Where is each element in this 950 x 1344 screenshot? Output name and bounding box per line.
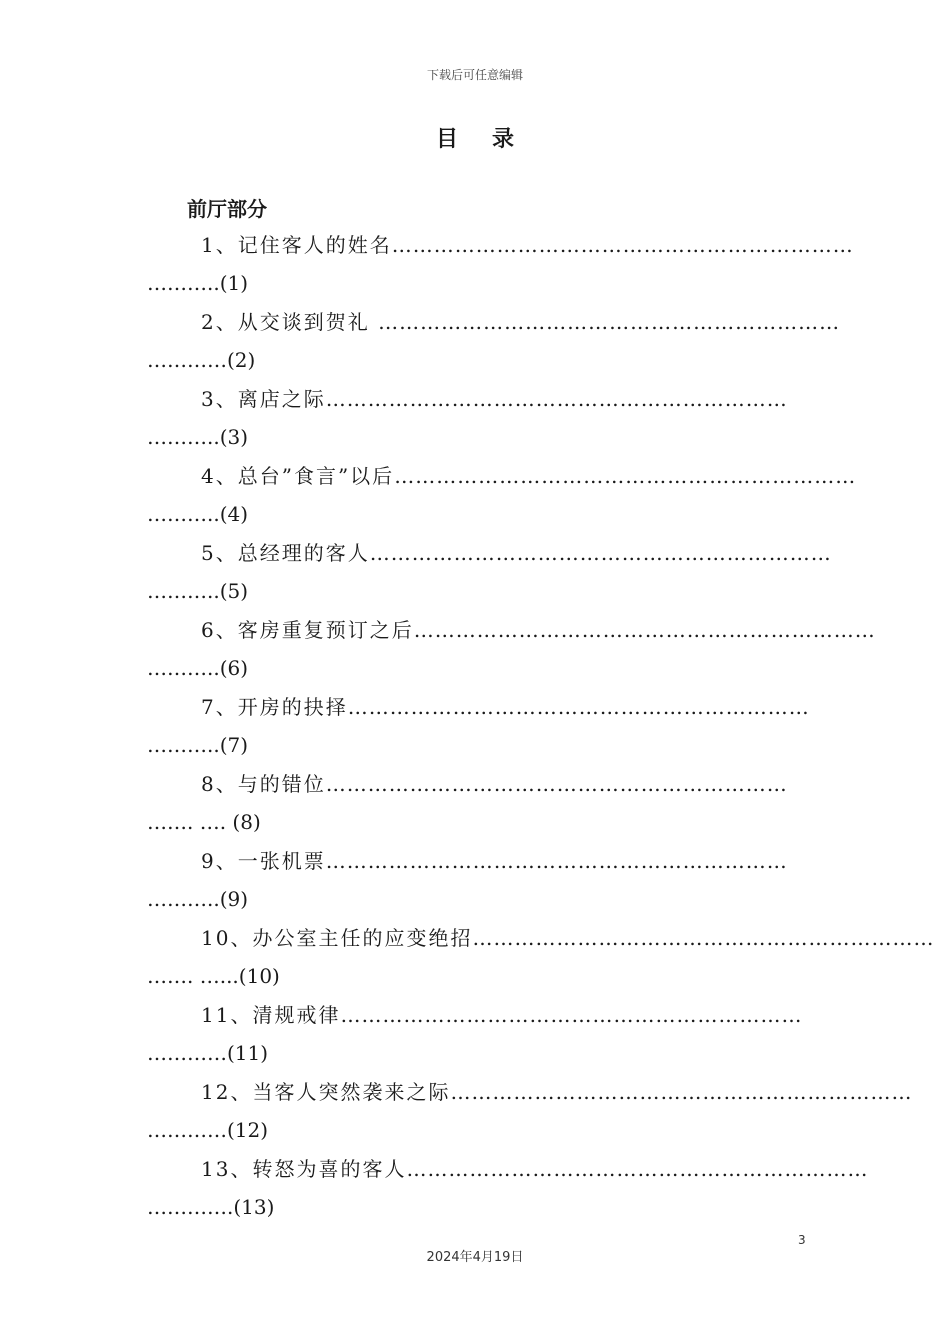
toc-entry-title: 10、办公室主任的应变绝招	[201, 926, 473, 950]
toc-entry-continuation: …………(12)	[147, 1118, 269, 1142]
toc-entry-continuation: ………….(13)	[147, 1195, 275, 1219]
toc-entry-title: 7、开房的抉择	[201, 695, 348, 719]
toc-entry	[147, 846, 847, 923]
leader-dots: …………………………………………………………	[394, 464, 857, 488]
leader-dots: …………………………………………………………	[340, 1003, 803, 1027]
toc-entry-continuation: ………..(4)	[147, 502, 249, 526]
toc-entry-continuation: ………..(7)	[147, 733, 249, 757]
toc-entry	[147, 1154, 869, 1231]
toc-entry-continuation: ……. …. (8)	[147, 810, 261, 834]
leader-dots: …………………………………………………………	[369, 541, 832, 565]
toc-entry-continuation: ………..(3)	[147, 425, 249, 449]
toc-entry-title: 13、转怒为喜的客人	[201, 1157, 407, 1181]
toc-entry-continuation: ………..(9)	[147, 887, 249, 911]
leader-dots: …………………………………………………………	[378, 310, 841, 334]
toc-entry	[147, 538, 847, 615]
toc-entry-continuation: ………..(5)	[147, 579, 249, 603]
toc-entry-continuation: …………(2)	[147, 348, 256, 372]
toc-entry	[147, 461, 857, 538]
toc-entry	[147, 384, 847, 461]
toc-entry-title: 8、与的错位	[201, 772, 326, 796]
toc-entry	[147, 307, 847, 384]
leader-dots: …………………………………………………………	[406, 1157, 869, 1181]
toc-entry-continuation: ………..(6)	[147, 656, 249, 680]
toc-entry-title: 2、从交谈到贺礼	[201, 310, 379, 334]
toc-entry-title: 11、清规戒律	[201, 1003, 341, 1027]
toc-entry	[147, 692, 847, 769]
toc-entry-continuation: …………(11)	[147, 1041, 269, 1065]
leader-dots: …………………………………………………………	[325, 387, 788, 411]
section-heading: 前厅部分	[187, 197, 267, 221]
leader-dots: …………………………………………………………	[347, 695, 810, 719]
leader-dots: …………………………………………………………	[413, 618, 876, 642]
toc-entry-title: 3、离店之际	[201, 387, 326, 411]
leader-dots: …………………………………………………………	[325, 772, 788, 796]
leader-dots: …………………………………………………………	[472, 926, 935, 950]
toc-entry	[147, 769, 847, 846]
toc-entry	[147, 1077, 913, 1154]
toc-entry-continuation: ……. …...(10)	[147, 964, 280, 988]
leader-dots: …………………………………………………………	[450, 1080, 913, 1104]
toc-entry	[147, 1000, 847, 1077]
toc-entry-title: 1、记住客人的姓名	[201, 233, 392, 257]
page-title: 目录	[435, 127, 548, 152]
leader-dots: …………………………………………………………	[391, 233, 854, 257]
toc-entry-title: 6、客房重复预订之后	[201, 618, 414, 642]
footer-date: 2024年4月19日	[426, 1250, 524, 1265]
page-number: 3	[798, 1233, 806, 1247]
toc-entry-title: 4、总台”食言”以后	[201, 464, 395, 488]
toc-entry-continuation: ………..(1)	[147, 271, 249, 295]
toc-entry	[147, 615, 876, 692]
toc-entry-title: 12、当客人突然袭来之际	[201, 1080, 451, 1104]
header-note: 下载后可任意编辑	[426, 68, 523, 82]
toc-entry-title: 5、总经理的客人	[201, 541, 370, 565]
toc-entry	[147, 230, 854, 307]
toc-entry	[147, 923, 935, 1000]
leader-dots: …………………………………………………………	[325, 849, 788, 873]
table-of-contents	[147, 230, 935, 1231]
toc-entry-title: 9、一张机票	[201, 849, 326, 873]
